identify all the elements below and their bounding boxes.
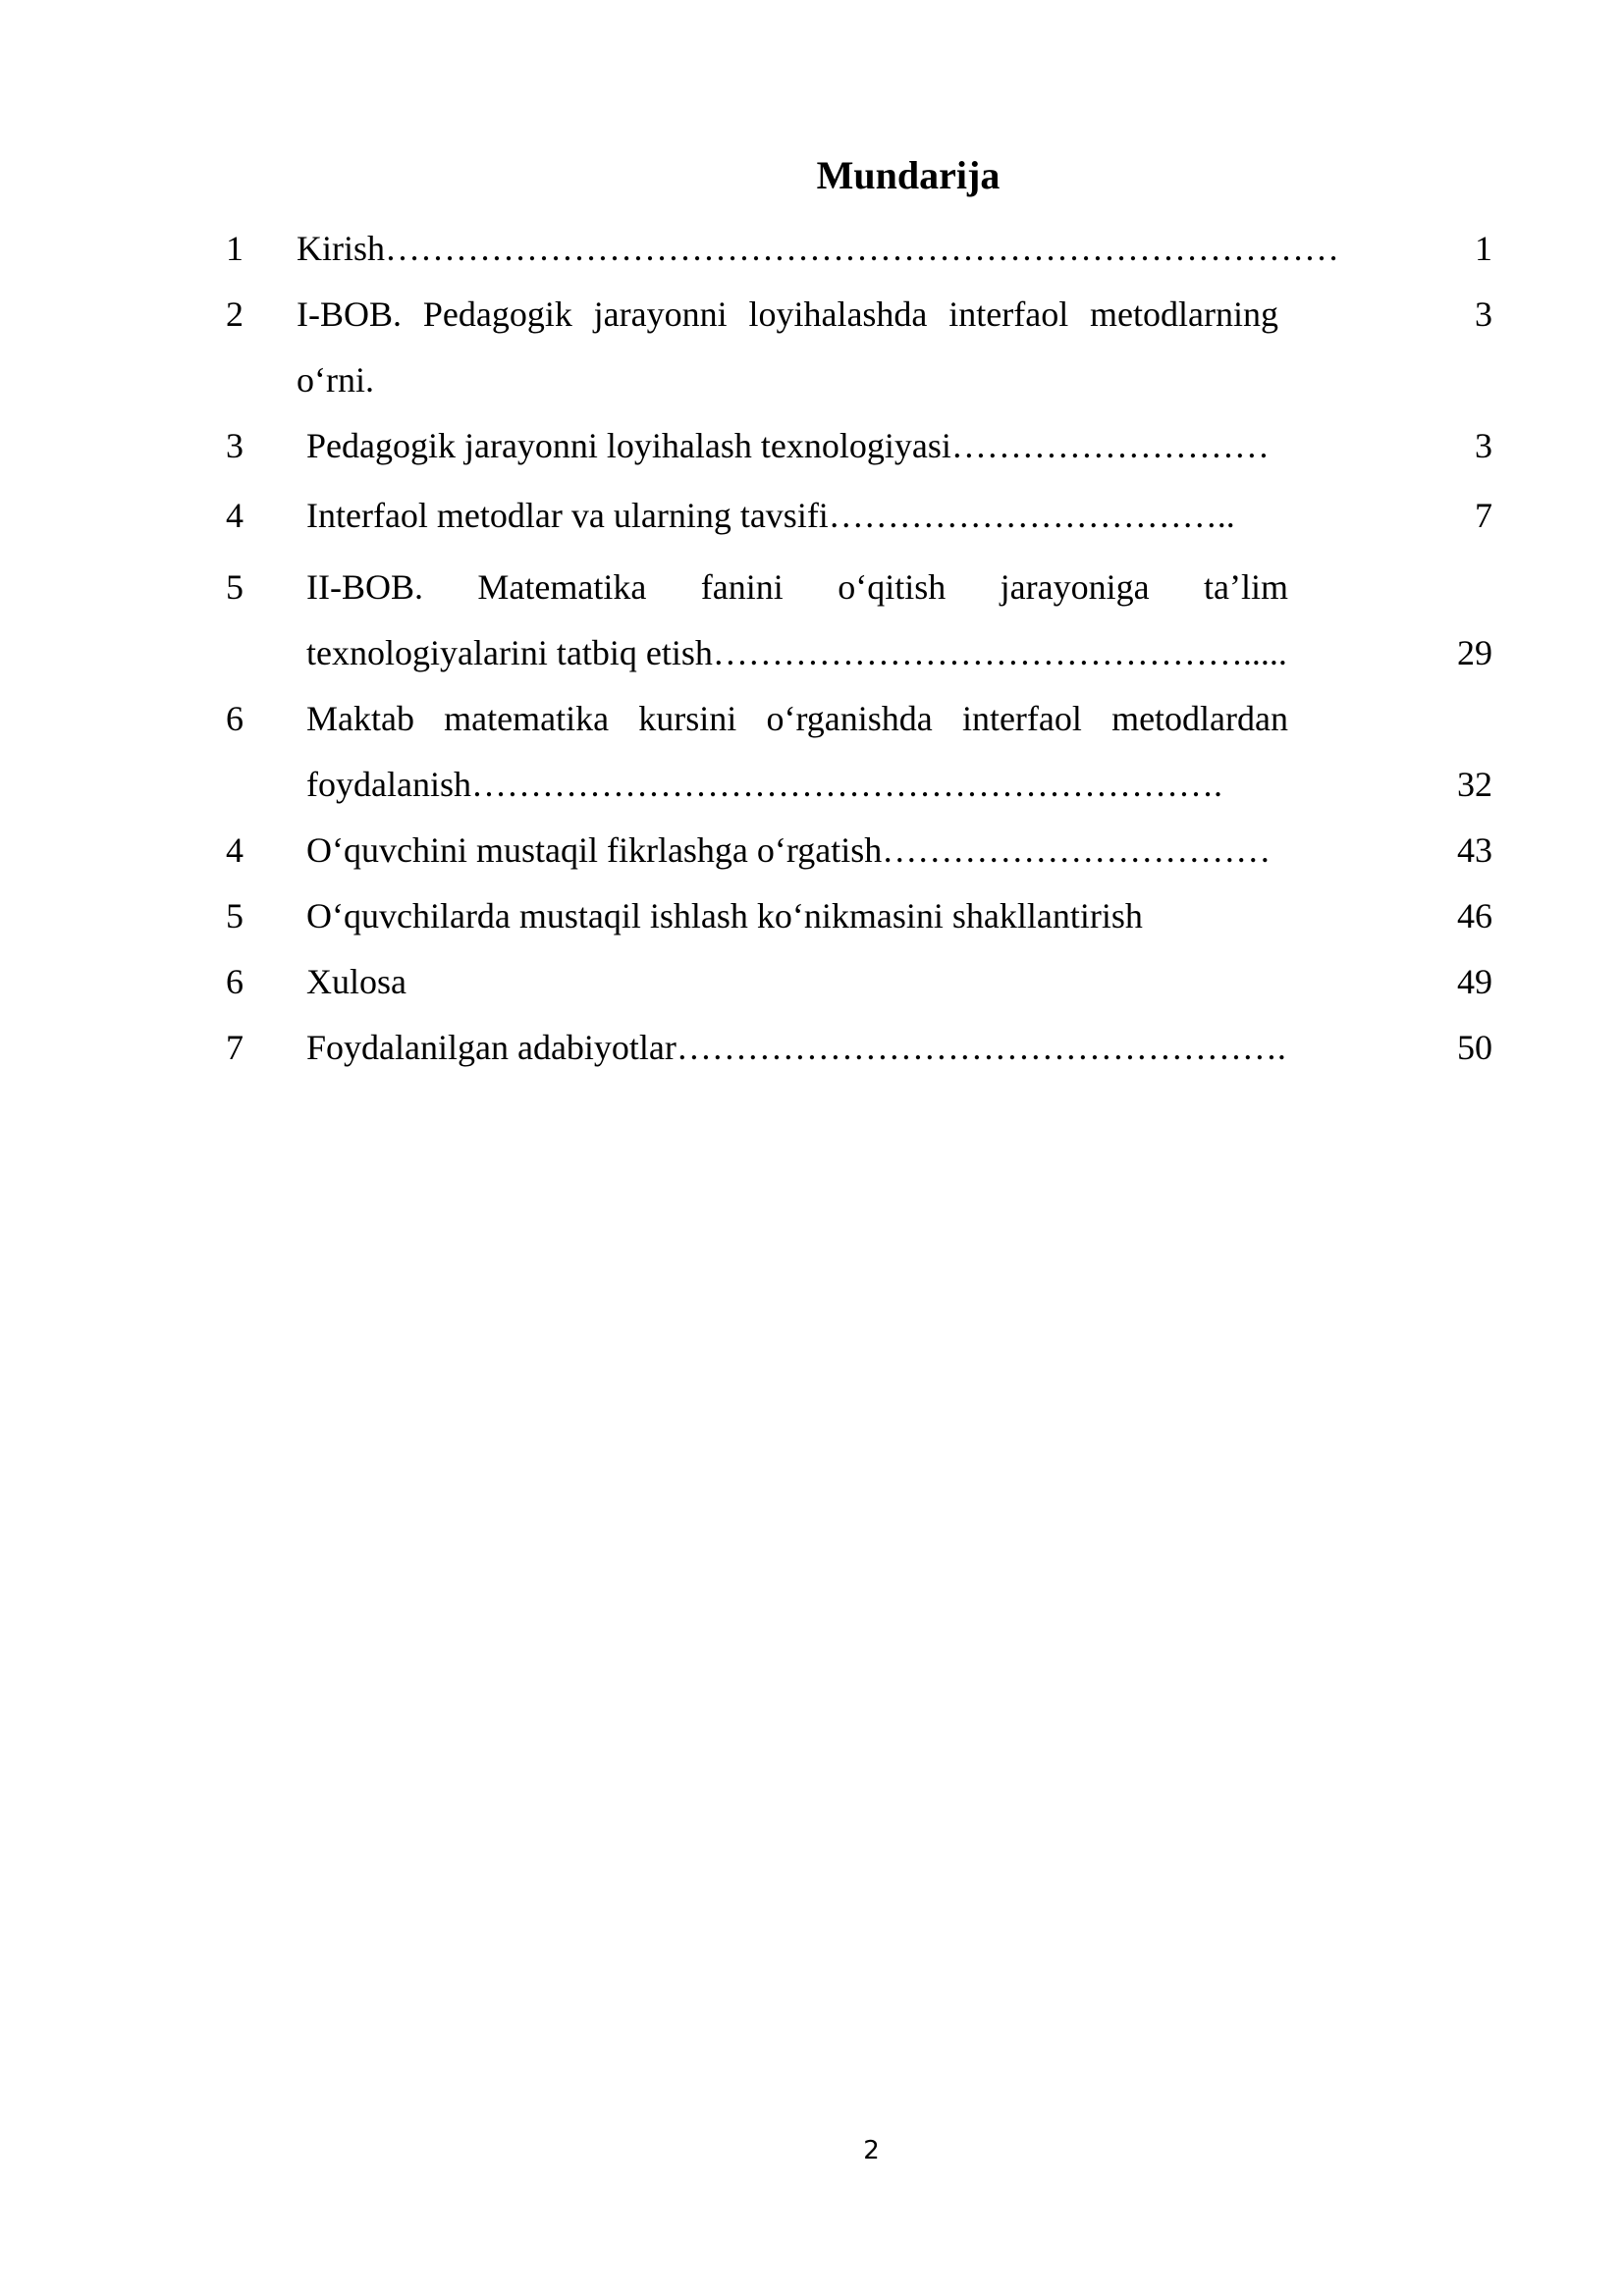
toc-entry-title: O‘quvchilarda mustaqil ishlash ko‘nikmasini shakllantirish <box>306 896 1143 935</box>
toc-entry-number: 1 <box>226 229 244 268</box>
toc-entry-title: Pedagogik jarayonni loyihalash texnologiyasi……………………… <box>306 426 1270 465</box>
toc-entry[interactable] <box>226 949 1492 1015</box>
toc-entry-title: O‘quvchini mustaqil fikrlashga o‘rgatish…………………………… <box>306 830 1272 870</box>
toc-entry[interactable] <box>226 1015 1492 1081</box>
table-of-contents <box>226 216 1492 1081</box>
toc-entry-title: II-BOB. Matematika fanini o‘qitish jarayoniga ta’lim texnologiyalarini tatbiq etish………………………………………..... <box>306 567 1288 672</box>
toc-entry-title: Maktab matematika kursini o‘rganishda interfaol metodlardan foydalanish………………………………………………………. <box>306 699 1288 804</box>
toc-entry-page: 43 <box>1457 830 1492 870</box>
toc-entry-title: Xulosa <box>306 962 406 1001</box>
page-number: 2 <box>863 2136 880 2165</box>
toc-entry-page: 3 <box>1475 426 1492 465</box>
toc-entry-number: 3 <box>226 426 244 465</box>
page-title: Mundarija <box>816 153 1001 197</box>
toc-entry-title: Interfaol metodlar va ularning tavsifi…………………………….. <box>306 496 1235 535</box>
toc-entry-page: 29 <box>1457 633 1492 672</box>
toc-entry[interactable] <box>226 413 1492 479</box>
toc-entry-page: 32 <box>1457 765 1492 804</box>
toc-entry-page: 3 <box>1475 294 1492 334</box>
toc-entry-number: 6 <box>226 699 244 738</box>
toc-entry-page: 50 <box>1457 1028 1492 1067</box>
toc-entry-number: 4 <box>226 830 244 870</box>
toc-entry[interactable] <box>226 686 1492 818</box>
toc-entry-title: Foydalanilgan adabiyotlar……………………………………………. <box>306 1028 1286 1067</box>
toc-entry-number: 2 <box>226 294 244 334</box>
toc-entry-title: Kirish……………………………………………………………………… <box>297 229 1339 268</box>
toc-entry[interactable] <box>226 883 1492 949</box>
toc-entry[interactable] <box>226 216 1492 282</box>
toc-entry[interactable] <box>226 818 1492 883</box>
toc-entry-page: 7 <box>1475 496 1492 535</box>
toc-entry-number: 4 <box>226 496 244 535</box>
toc-entry-title: I-BOB. Pedagogik jarayonni loyihalashda interfaol metodlarning o‘rni. <box>297 294 1278 400</box>
toc-entry-number: 5 <box>226 567 244 607</box>
toc-entry-number: 5 <box>226 896 244 935</box>
toc-entry-page: 49 <box>1457 962 1492 1001</box>
toc-entry-number: 7 <box>226 1028 244 1067</box>
toc-entry-page: 1 <box>1475 229 1492 268</box>
toc-entry[interactable] <box>226 555 1492 686</box>
toc-entry[interactable] <box>226 282 1492 413</box>
toc-entry-number: 6 <box>226 962 244 1001</box>
toc-entry[interactable] <box>226 483 1492 549</box>
toc-entry-page: 46 <box>1457 896 1492 935</box>
